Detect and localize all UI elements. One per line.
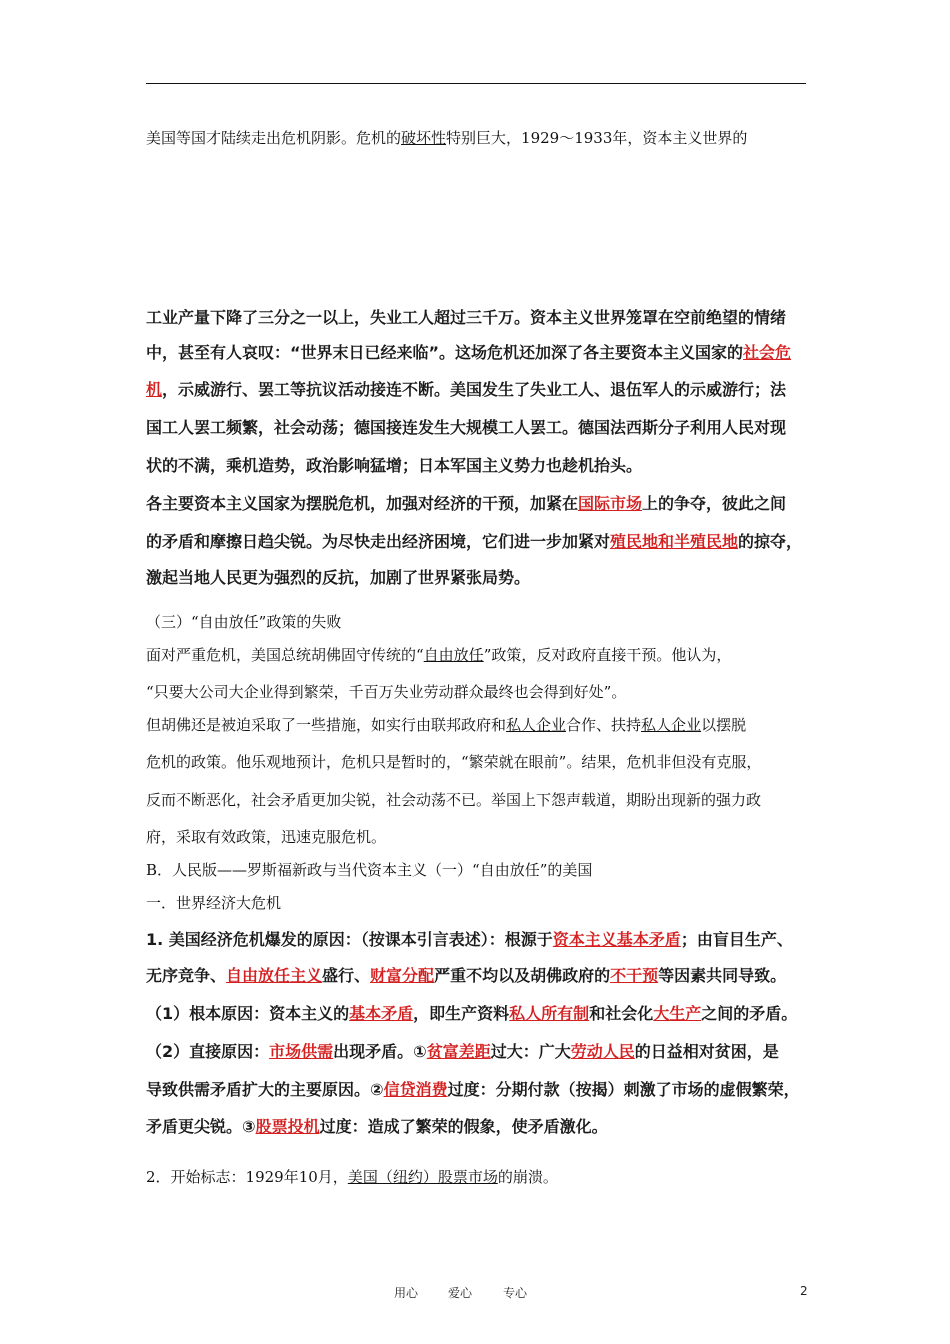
key-term: 信贷消费 [383, 1080, 448, 1099]
section-heading: （三）“自由放任”政策的失败 [146, 613, 342, 631]
excerpt-line: 工业产量下降了三分之一以上，失业工人超过三千万。资本主义世界笼罩在空前绝望的情绪 [146, 308, 787, 327]
underlined-term: 私人企业 [641, 716, 702, 734]
key-term: 贫富差距 [426, 1042, 491, 1061]
paragraph-line: 美国等国才陆续走出危机阴影。危机的破坏性特别巨大，1929～1933年，资本主义世界的 [146, 129, 748, 147]
paragraph-line: 府，采取有效政策，迅速克服危机。 [146, 828, 387, 846]
paragraph-line: 但胡佛还是被迫采取了一些措施，如实行由联邦政府和私人企业合作、扶持私人企业以摆脱 [146, 716, 747, 734]
underlined-term: 私人企业 [506, 716, 567, 734]
key-term: 国际市场 [578, 494, 643, 513]
excerpt-line: 1. 美国经济危机爆发的原因：（按课本引言表述）：根源于资本主义基本矛盾；由盲目生产、 [146, 930, 793, 949]
paragraph-line: 反而不断恶化，社会矛盾更加尖锐，社会动荡不已。举国上下怨声载道，期盼出现新的强力政 [146, 791, 762, 809]
quote-line: “只要大公司大企业得到繁荣，千百万失业劳动群众最终也会得到好处”。 [146, 683, 627, 701]
underlined-term: 自由放任 [423, 646, 484, 664]
excerpt-line: 机，示威游行、罢工等抗议活动接连不断。美国发生了失业工人、退伍军人的示威游行；法 [146, 380, 787, 399]
excerpt-line: 矛盾更尖锐。③股票投机过度：造成了繁荣的假象，使矛盾激化。 [146, 1117, 608, 1136]
excerpt-line: 国工人罢工频繁，社会动荡；德国接连发生大规模工人罢工。德国法西斯分子利用人民对现 [146, 418, 787, 437]
section-heading: B．人民版——罗斯福新政与当代资本主义（一）“自由放任”的美国 [146, 861, 593, 879]
page-number: 2 [800, 1284, 808, 1298]
key-term: 私人所有制 [509, 1004, 590, 1023]
key-term: 机 [146, 380, 163, 399]
excerpt-line: （2）直接原因：市场供需出现矛盾。①贫富差距过大：广大劳动人民的日益相对贫困，是 [146, 1042, 779, 1061]
excerpt-line: 状的不满，乘机造势，政治影响猛增；日本军国主义势力也趁机抬头。 [146, 456, 643, 475]
header-rule [146, 83, 806, 84]
excerpt-line: 的矛盾和摩擦日趋尖锐。为尽快走出经济困境，它们进一步加紧对殖民地和半殖民地的掠夺， [146, 532, 803, 551]
key-term: 大生产 [653, 1004, 702, 1023]
underlined-term: 破坏性 [401, 129, 447, 147]
key-term: 资本主义基本矛盾 [552, 930, 681, 949]
excerpt-line: 中，甚至有人哀叹：“世界末日已经来临”。这场危机还加深了各主要资本主义国家的社会危 [146, 343, 792, 362]
excerpt-line: 激起当地人民更为强烈的反抗，加剧了世界紧张局势。 [146, 568, 531, 587]
underlined-term: 美国（纽约）股票市场 [347, 1168, 498, 1186]
excerpt-line: （1）根本原因：资本主义的基本矛盾，即生产资料私人所有制和社会化大生产之间的矛盾。 [146, 1004, 798, 1023]
key-term: 社会危 [743, 343, 792, 362]
key-term: 殖民地和半殖民地 [610, 532, 739, 551]
footer-word: 用心 [394, 1286, 419, 1300]
key-term: 基本矛盾 [349, 1004, 414, 1023]
key-term: 劳动人民 [570, 1042, 635, 1061]
excerpt-line: 各主要资本主义国家为摆脱危机，加强对经济的干预，加紧在国际市场上的争夺，彼此之间 [146, 494, 787, 513]
key-term: 市场供需 [269, 1042, 334, 1061]
excerpt-line: 导致供需矛盾扩大的主要原因。②信贷消费过度：分期付款（按揭）刺激了市场的虚假繁荣， [146, 1080, 800, 1099]
key-term: 财富分配 [370, 966, 435, 985]
excerpt-line: 无序竞争、自由放任主义盛行、财富分配严重不均以及胡佛政府的不干预等因素共同导致。 [146, 966, 787, 985]
subsection-heading: 一．世界经济大危机 [146, 894, 282, 912]
paragraph-line: 面对严重危机，美国总统胡佛固守传统的“自由放任”政策，反对政府直接干预。他认为， [146, 646, 732, 664]
footer-word: 爱心 [448, 1286, 473, 1300]
key-term: 不干预 [610, 966, 659, 985]
key-term: 自由放任主义 [226, 966, 323, 985]
paragraph-line: 危机的政策。他乐观地预计，危机只是暂时的，“繁荣就在眼前”。结果，危机非但没有克服， [146, 753, 762, 771]
paragraph-line: 2．开始标志：1929年10月，美国（纽约）股票市场的崩溃。 [146, 1168, 558, 1186]
footer-word: 专心 [503, 1286, 528, 1300]
key-term: 股票投机 [255, 1117, 320, 1136]
